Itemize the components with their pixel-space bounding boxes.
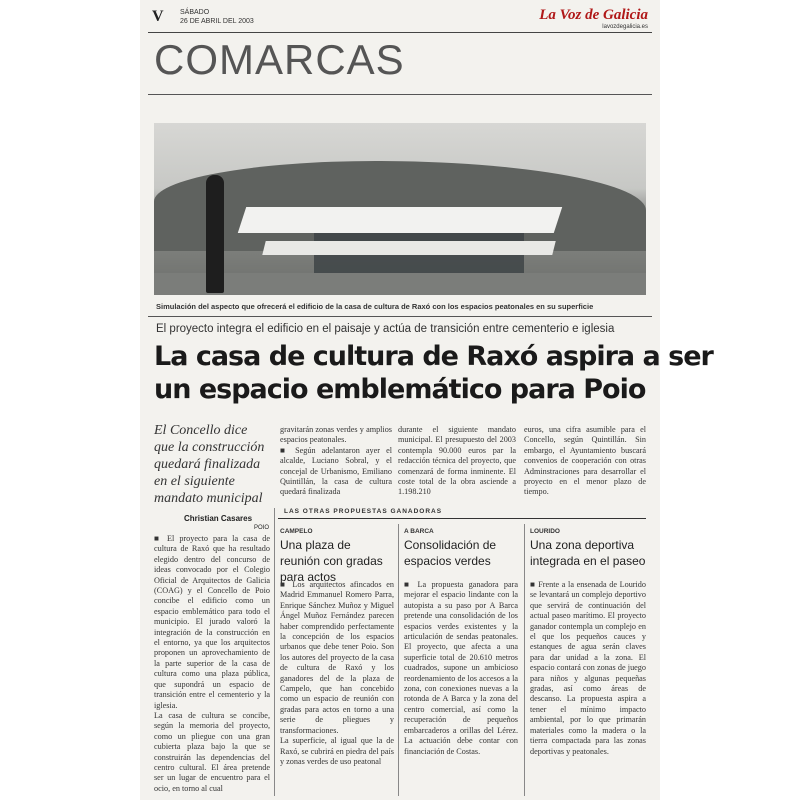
byline-author: Christian Casares [184,514,253,523]
newspaper-name: La Voz de Galicia [539,7,648,23]
story-title-lourido: Una zona deportiva integrada en el paseo [530,538,646,568]
newspaper-logo-icon: V [152,8,164,25]
story-body-campelo: ■ Los arquitectos afincados en Madrid Emmanuel Romero Parra, Enrique Sánchez Muñoz y Miguel Ángel Muñoz Fernández parecen haber comprendido perfectamente la concepción de los espacios urbanos que debe tener Poio. Son los autores del proyecto de la casa de cultura de Raxó y los ganadores del de la plaza de Campelo, que han concebido como un espacio de reunión con gradas para actos en torno a una serie de pliegues y transformaciones. La superficie, al igual que la de Raxó, se cubrirá en piedra del país y zonas verdes de uso peatonal [280,580,394,766]
top-column-1: gravitarán zonas verdes y amplios espacios peatonales. ■ Según adelantaron ayer el alcalde, Luciano Sobral, y el concejal de Urbanismo, Emiliano Quintillán, la casa de cultura quedará finalizada [280,425,392,497]
headline-line-2: un espacio emblemático para Poio [154,374,646,405]
story-place-lourido: LOURIDO [530,528,560,535]
others-label: LAS OTRAS PROPUESTAS GANADORAS [284,508,443,515]
story-title-a-barca: Consolidación de espacios verdes [404,538,497,568]
issue-date [180,8,254,26]
article-kicker: El proyecto integra el edificio en el paisaje y actúa de transición entre cementerio e iglesia [156,323,615,335]
section-title: COMARCAS [154,36,405,83]
headline-line-1: La casa de cultura de Raxó aspira a ser [154,341,713,372]
newspaper-page [140,0,713,800]
story-place-a-barca: A BARCA [404,528,434,535]
byline-location: POIO [254,525,270,531]
newspaper-url: lavozdegalicia.es [602,24,648,30]
main-column: ■ El proyecto para la casa de cultura de Raxó que ha resultado elegido dentro del concurso de ideas convocado por el Colegio Oficial de Arquitectos de Galicia (COAG) y el Concello de Poio concibe el edificio como un espacio emblemático para todo el municipio. El jurado valoró la integración de la construcción en el entorno, ya que los arquitectos proponen un aprovechamiento de la parte superior de la casa de cultura como una plaza pública, que supondrá un espacio de transición entre el cementerio y la iglesia. La casa de cultura se concibe, según la memoria del proyecto, como un pliegue con una gran cubierta plaza bajo la que se construirán las dependencias del centro cultural. El área pretende ser un lugar de encuentro para el ocio, en torno al cual [154,534,270,793]
column-divider-1 [274,508,275,796]
story-place-campelo: CAMPELO [280,528,313,535]
masthead [148,8,652,33]
photo-caption: Simulación del aspecto que ofrecerá el edificio de la casa de cultura de Raxó con los espacios peatonales en su superficie [156,302,594,311]
story-body-lourido: ■ Frente a la ensenada de Lourido se levantará un complejo deportivo que servirá de continuación del actual paseo marítimo. El proyecto ganador contempla un complejo en el que los pequeños cauces y estanques de agua serán claves para dar unidad a la zona. El espacio contará con zonas de juego para niños y algunas pequeñas gradas, así como áreas de descanso. La propuesta aspira a tener el mínimo impacto ambiental, por lo que primarán materiales como la madera o la tierra compactada para las zonas deportivas y peatonales. [530,580,646,756]
top-column-3: euros, una cifra asumible para el Concello, según Quintillán. Sin embargo, el Ayuntamiento buscará convenios de cooperación con otras Adminstraciones para desarrollar el proyecto en el menor plazo de tiempo. [524,425,646,497]
story-title-campelo: Una plaza de reunión con gradas para actos [280,538,383,584]
issue-day: SÁBADO [180,9,210,16]
photo-ground [154,273,646,295]
section-rule [148,94,652,95]
others-header [278,508,646,519]
caption-rule [148,316,652,317]
article-subhead: El Concello dice que la construcción quedará finalizada en el siguiente mandato municipal [154,423,265,506]
column-divider-3 [524,524,525,796]
photo-person [206,175,224,293]
issue-full-date: 26 DE ABRIL DEL 2003 [180,18,254,25]
story-body-a-barca: ■ La propuesta ganadora para mejorar el espacio lindante con la autopista a su paso por A Barca pretende una consolidación de los espacios verdes existentes y la articulación de sendas peatonales. El proyecto, que afecta a una superficie total de 20.610 metros cuadrados, supone un ambicioso reordenamiento de los accesos a la zona, con conexiones nuevas a la rotonda de A Barca y la zona del centro comercial, así como la recuperación de pequeños embarcaderos a orillas del Lérez. La actuación debe contar con financiación de Costas. [404,580,518,756]
column-divider-2 [398,524,399,796]
top-column-2: durante el siguiente mandato municipal. El presupuesto del 2003 contempla 90.000 euros par la redacción técnica del proyecto, que comenzará de forma inminente. El coste total de la obra asciende a 1.198.210 [398,425,516,497]
article-photo [154,123,646,295]
article-headline [154,340,713,406]
photo-building-roof [238,207,562,233]
photo-building-slab [262,241,555,255]
